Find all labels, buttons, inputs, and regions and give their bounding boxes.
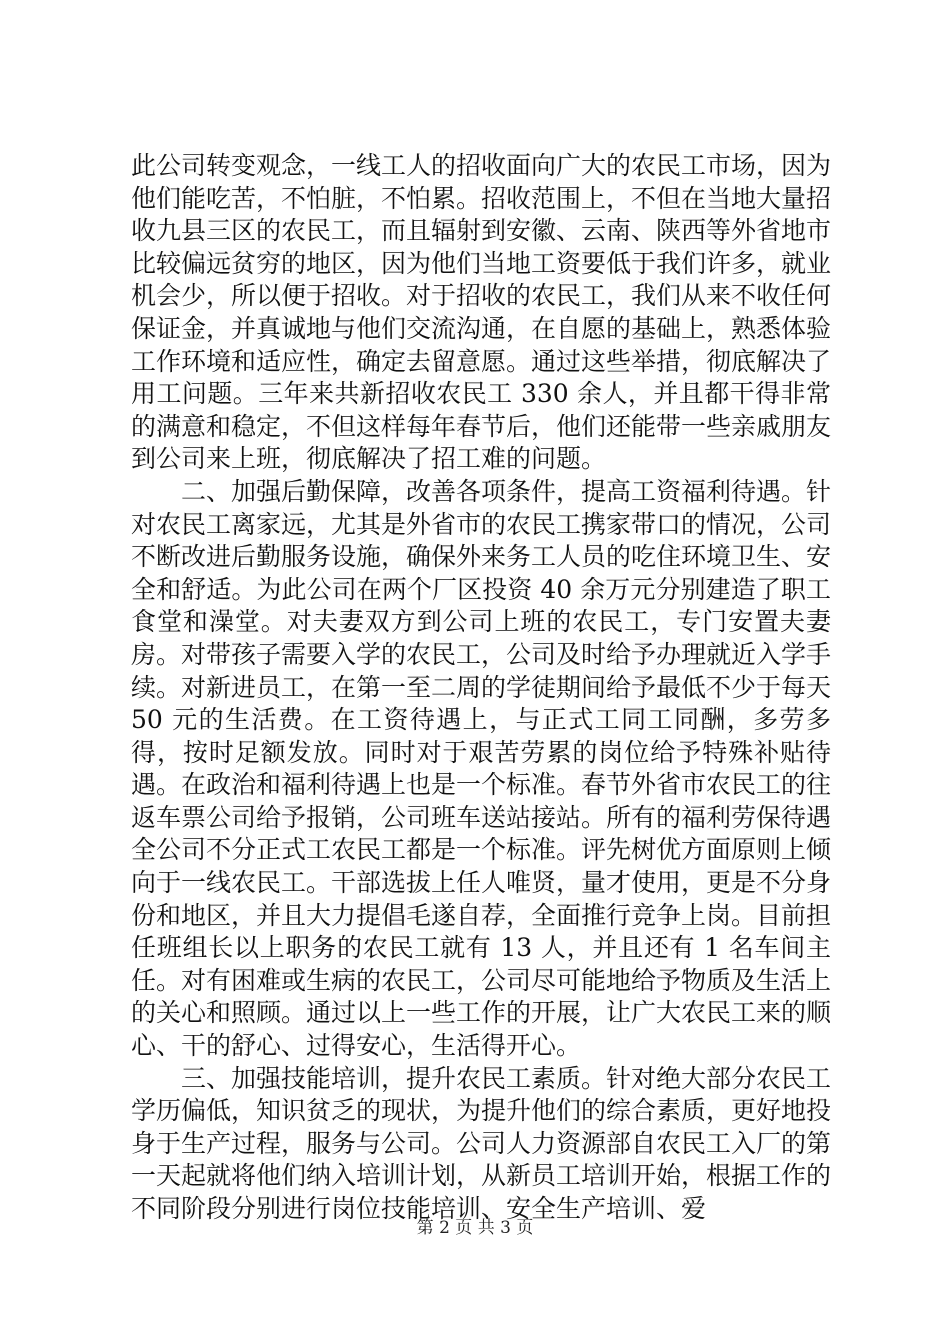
paragraph-section-three: 三、加强技能培训，提升农民工素质。针对绝大部分农民工学历偏低，知识贫乏的现状，为提升他们的综合素质，更好地投身于生产过程，服务与公司。公司人力资源部自农民工入厂的第一天起就将他们纳入培训计划，从新员工培训开始，根据工作的不同阶段分别进行岗位技能培训、安全生产培训、爱 bbox=[131, 1063, 832, 1223]
paragraph-continuation: 此公司转变观念，一线工人的招收面向广大的农民工市场，因为他们能吃苦，不怕脏，不怕累。招收范围上，不但在当地大量招收九县三区的农民工，而且辐射到安徽、云南、陕西等外省地市比较偏远贫穷的地区，因为他们当地工资要低于我们许多，就业机会少，所以便于招收。对于招收的农民工，我们从来不收任何保证金，并真诚地与他们交流沟通，在自愿的基础上，熟悉体验工作环境和适应性，确定去留意愿。通过这些举措，彻底解决了用工问题。三年来共新招收农民工 330 余人，并且都干得非常的满意和稳定，不但这样每年春节后，他们还能带一些亲戚朋友到公司来上班，彻底解决了招工难的问题。 bbox=[131, 151, 832, 474]
document-body bbox=[131, 150, 831, 1226]
page-footer: 第 2 页 共 3 页 bbox=[416, 1218, 534, 1238]
paragraph-section-two: 二、加强后勤保障，改善各项条件，提高工资福利待遇。针对农民工离家远，尤其是外省市的农民工携家带口的情况，公司不断改进后勤服务设施，确保外来务工人员的吃住环境卫生、安全和舒适。为此公司在两个厂区投资 40 余万元分别建造了职工食堂和澡堂。对夫妻双方到公司上班的农民工，专门安置夫妻房。对带孩子需要入学的农民工，公司及时给予办理就近入学手续。对新进员工，在第一至二周的学徒期间给予最低不少于每天 50 元的生活费。在工资待遇上，与正式工同工同酬，多劳多得，按时足额发放。同时对于艰苦劳累的岗位给予特殊补贴待遇。在政治和福利待遇上也是一个标准。春节外省市农民工的往返车票公司给予报销，公司班车送站接站。所有的福利劳保待遇全公司不分正式工农民工都是一个标准。评先树优方面原则上倾向于一线农民工。干部选拔上任人唯贤，量才使用，更是不分身份和地区，并且大力提倡毛遂自荐，全面推行竞争上岗。目前担任班组长以上职务的农民工就有 13 人，并且还有 1 名车间主任。对有困难或生病的农民工，公司尽可能地给予物质及生活上的关心和照顾。通过以上一些工作的开展，让广大农民工来的顺心、干的舒心、过得安心，生活得开心。 bbox=[131, 476, 832, 1061]
